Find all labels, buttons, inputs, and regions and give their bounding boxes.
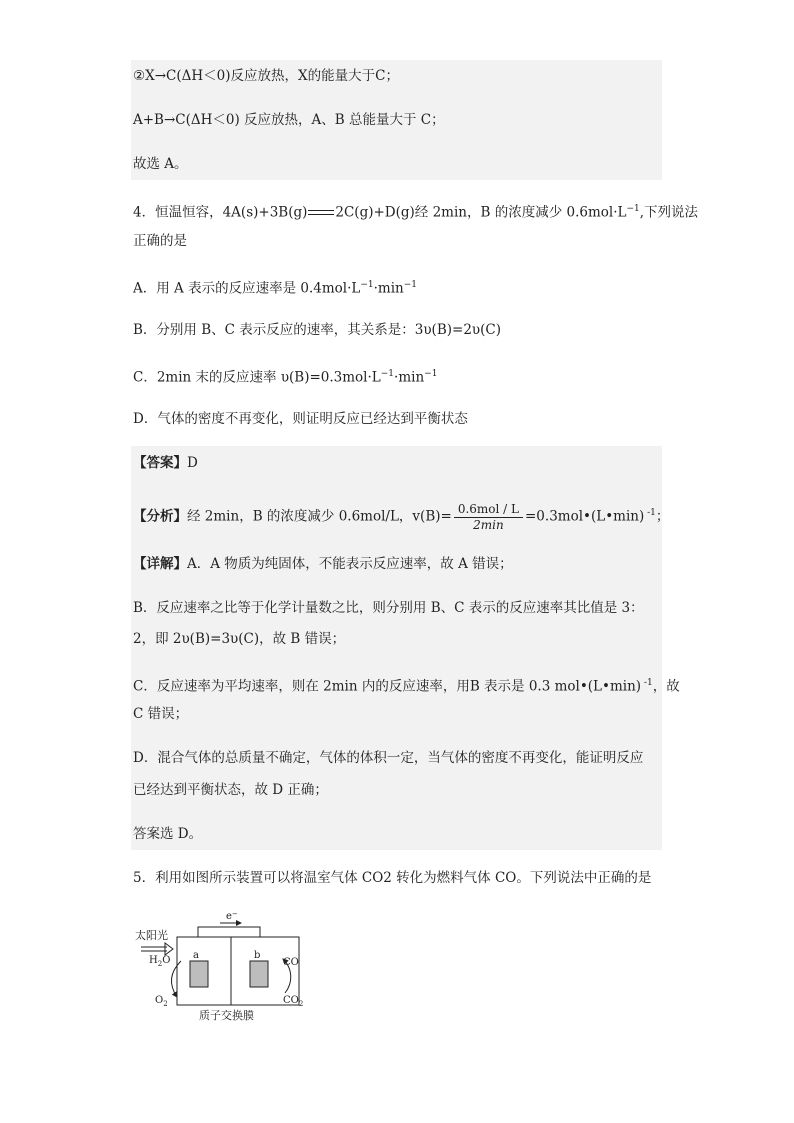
rate-fraction bbox=[454, 502, 523, 533]
prev-answer-line-3: 故选 A。 bbox=[133, 156, 188, 172]
q4-detail-a bbox=[133, 554, 513, 574]
co-label: CO bbox=[283, 957, 299, 968]
detail-tag: 【详解】 bbox=[133, 556, 187, 572]
option-text: ·min bbox=[394, 369, 425, 386]
electrode-b-label: b bbox=[254, 950, 261, 961]
q4-option-a bbox=[133, 275, 417, 299]
sunlight-arrowhead-icon bbox=[165, 943, 173, 955]
q4-stem-line-1 bbox=[133, 199, 698, 223]
q4-answer bbox=[133, 453, 198, 473]
q4-detail-c-1 bbox=[133, 673, 680, 697]
option-sup: −1 bbox=[360, 280, 374, 290]
q4-option-d: D．气体的密度不再变化，则证明反应已经达到平衡状态 bbox=[133, 411, 468, 427]
analysis-text: 经 2min，B 的浓度减少 0.6mol/L，v(B)= bbox=[187, 508, 452, 525]
q4-stem-sup: −1 bbox=[626, 204, 640, 214]
electron-label: e− bbox=[226, 910, 238, 922]
sunlight-label: 太阳光 bbox=[135, 929, 168, 942]
q4-detail-c-2: C 错误； bbox=[133, 706, 189, 722]
q4-analysis bbox=[133, 494, 669, 536]
option-text: A．用 A 表示的反应速率是 0.4mol·L bbox=[133, 280, 361, 297]
fraction-denominator: 2min bbox=[473, 517, 504, 532]
q4-detail-d-1: D．混合气体的总质量不确定，气体的体积一定，当气体的密度不再变化，能证明反应 bbox=[133, 750, 644, 766]
q4-detail-b-1: B．反应速率之比等于化学计量数之比，则分别用 B、C 表示的反应速率其比值是 3： bbox=[133, 600, 644, 616]
electrode-a bbox=[190, 961, 208, 987]
q4-detail-b-2: 2，即 2υ(B)=3υ(C)，故 B 错误； bbox=[133, 631, 346, 647]
detail-text: C．反应速率为平均速率，则在 2min 内的反应速率，用B 表示是 0.3 mol•(L•min) bbox=[133, 678, 642, 695]
electrode-a-label: a bbox=[193, 950, 199, 961]
q4-stem-line-2: 正确的是 bbox=[133, 233, 187, 249]
membrane-label: 质子交换膜 bbox=[199, 1009, 254, 1022]
fraction-numerator: 0.6mol / L bbox=[454, 502, 523, 518]
o2-label: $O_2$ bbox=[155, 995, 168, 1008]
h2o-label: $H_2O$ bbox=[149, 955, 171, 968]
equilibrium-arrow-icon bbox=[308, 209, 334, 217]
option-text: ·min bbox=[373, 280, 404, 297]
option-text: C．2min 末的反应速率 υ(B)=0.3mol·L bbox=[133, 369, 381, 386]
detail-text: ，故 bbox=[652, 678, 680, 695]
q4-stem-part: 2C(g)+D(g)经 2min，B 的浓度减少 0.6mol·L bbox=[335, 204, 627, 221]
prev-answer-line-1: ②X→C(ΔH＜0)反应放热，X的能量大于C； bbox=[133, 68, 399, 84]
q4-stem-part: 4．恒温恒容，4A(s)+3B(g) bbox=[133, 204, 308, 221]
analysis-text: =0.3mol•(L•min) bbox=[525, 508, 645, 525]
co2-label: $CO_2$ bbox=[283, 995, 304, 1008]
q4-option-c bbox=[133, 364, 437, 388]
q4-detail-d-2: 已经达到平衡状态，故 D 正确； bbox=[133, 782, 328, 798]
option-sup: −1 bbox=[380, 369, 395, 379]
detail-text: A．A 物质为纯固体，不能表示反应速率，故 A 错误； bbox=[187, 556, 513, 572]
analysis-tag: 【分析】 bbox=[133, 508, 187, 525]
q4-final-answer: 答案选 D。 bbox=[133, 826, 203, 842]
option-sup: −1 bbox=[403, 280, 418, 290]
sunlight-arrow-icon bbox=[141, 947, 167, 951]
electrode-b bbox=[250, 961, 268, 987]
analysis-sup: -1 bbox=[644, 508, 656, 518]
q4-option-b: B．分别用 B、C 表示反应的速率，其关系是：3υ(B)=2υ(C) bbox=[133, 322, 501, 338]
q4-stem-part: ,下列说法 bbox=[639, 204, 699, 221]
answer-tag: 【答案】 bbox=[133, 455, 187, 471]
option-sup: −1 bbox=[424, 369, 438, 379]
prev-answer-line-2: A+B→C(ΔH＜0) 反应放热，A、B 总能量大于 C； bbox=[133, 112, 445, 128]
answer-value: D bbox=[187, 455, 198, 471]
analysis-text: ； bbox=[655, 508, 670, 525]
electrolysis-device-diagram bbox=[133, 907, 313, 1023]
q5-stem: 5．利用如图所示装置可以将温室气体 CO2 转化为燃料气体 CO。下列说法中正确的是 bbox=[133, 870, 652, 886]
detail-sup: -1 bbox=[641, 678, 653, 688]
